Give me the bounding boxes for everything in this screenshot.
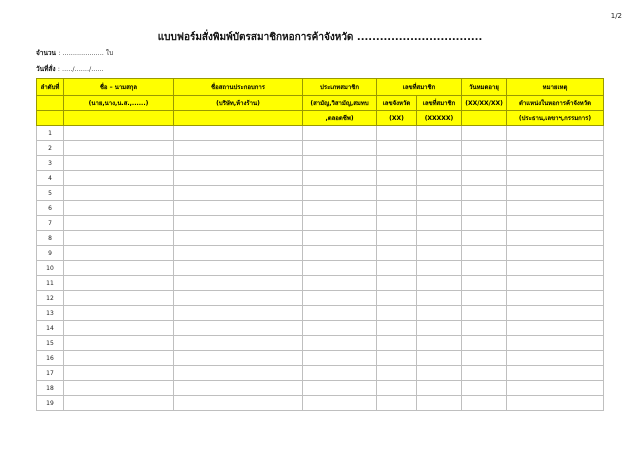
entry-cell[interactable] [462, 141, 507, 156]
entry-cell[interactable] [377, 306, 417, 321]
entry-cell[interactable] [417, 216, 462, 231]
entry-cell[interactable] [377, 246, 417, 261]
business-hint: (บริษัท,ห้างร้าน) [174, 96, 303, 111]
entry-cell[interactable] [462, 186, 507, 201]
entry-cell[interactable] [377, 171, 417, 186]
member-type-hint: (สามัญ,วิสามัญ,สมทบ [303, 96, 377, 111]
table-row [37, 261, 604, 276]
entry-cell[interactable] [64, 261, 174, 276]
entry-cell[interactable] [303, 231, 377, 246]
entry-cell[interactable] [174, 321, 303, 336]
entry-cell[interactable] [303, 336, 377, 351]
table-row [37, 321, 604, 336]
entry-cell[interactable] [417, 231, 462, 246]
entry-cell[interactable] [64, 396, 174, 411]
entry-cell[interactable] [377, 261, 417, 276]
entry-cell[interactable] [303, 216, 377, 231]
entry-cell[interactable] [64, 171, 174, 186]
entry-cell[interactable] [507, 216, 604, 231]
entry-cell[interactable] [64, 126, 174, 141]
entry-cell[interactable] [462, 306, 507, 321]
province-code-format: (XX) [377, 111, 417, 126]
entry-cell[interactable] [64, 336, 174, 351]
entry-cell[interactable] [377, 201, 417, 216]
entry-cell[interactable] [417, 291, 462, 306]
entry-cell[interactable] [174, 336, 303, 351]
entry-cell[interactable] [507, 186, 604, 201]
entry-cell[interactable] [377, 366, 417, 381]
header-row-3 [37, 111, 604, 126]
row-index: 3 [37, 156, 64, 171]
table-row [37, 171, 604, 186]
entry-cell[interactable] [462, 201, 507, 216]
entry-cell[interactable] [174, 261, 303, 276]
entry-cell[interactable] [507, 126, 604, 141]
row-index: 8 [37, 231, 64, 246]
row-index: 4 [37, 171, 64, 186]
entry-cell[interactable] [507, 141, 604, 156]
entry-cell[interactable] [507, 366, 604, 381]
entry-cell[interactable] [64, 321, 174, 336]
row-index: 19 [37, 396, 64, 411]
entry-cell[interactable] [507, 291, 604, 306]
entry-cell[interactable] [377, 381, 417, 396]
entry-cell[interactable] [303, 186, 377, 201]
table-row [37, 306, 604, 321]
entry-cell[interactable] [417, 171, 462, 186]
entry-cell[interactable] [303, 276, 377, 291]
entry-cell[interactable] [174, 171, 303, 186]
entry-cell[interactable] [174, 231, 303, 246]
row-index: 9 [37, 246, 64, 261]
entry-cell[interactable] [462, 231, 507, 246]
entry-cell[interactable] [64, 156, 174, 171]
entry-cell[interactable] [174, 141, 303, 156]
entry-cell[interactable] [507, 246, 604, 261]
province-code-header: เลขจังหวัด [377, 96, 417, 111]
member-type-hint-2: ,ตลอดชีพ) [303, 111, 377, 126]
entry-cell[interactable] [462, 381, 507, 396]
entry-cell[interactable] [64, 366, 174, 381]
entry-cell[interactable] [64, 351, 174, 366]
entry-cell[interactable] [174, 201, 303, 216]
col-header-index: ลำดับที่ [37, 79, 64, 96]
entry-cell[interactable] [507, 156, 604, 171]
entry-cell[interactable] [174, 396, 303, 411]
entry-cell[interactable] [417, 306, 462, 321]
entry-cell[interactable] [507, 276, 604, 291]
entry-cell[interactable] [507, 231, 604, 246]
table-row [37, 396, 604, 411]
entry-cell[interactable] [417, 321, 462, 336]
entry-cell[interactable] [377, 291, 417, 306]
entry-cell[interactable] [377, 156, 417, 171]
entry-cell[interactable] [462, 156, 507, 171]
entry-cell[interactable] [64, 141, 174, 156]
row-index: 18 [37, 381, 64, 396]
entry-cell[interactable] [174, 366, 303, 381]
entry-cell[interactable] [377, 321, 417, 336]
entry-cell[interactable] [303, 171, 377, 186]
table-row [37, 351, 604, 366]
entry-cell[interactable] [507, 201, 604, 216]
name-hint: (นาย,นาง,น.ส.,......) [64, 96, 174, 111]
entry-cell[interactable] [507, 396, 604, 411]
entry-cell[interactable] [377, 351, 417, 366]
entry-cell[interactable] [417, 246, 462, 261]
entry-cell[interactable] [507, 171, 604, 186]
entry-cell[interactable] [417, 186, 462, 201]
entry-cell[interactable] [462, 216, 507, 231]
table-row [37, 246, 604, 261]
quantity-field [36, 48, 113, 58]
order-date-field [36, 64, 104, 74]
expiry-format-hint: (XX/XX/XX) [462, 96, 507, 111]
row-index: 14 [37, 321, 64, 336]
row-index: 6 [37, 201, 64, 216]
entry-cell[interactable] [462, 336, 507, 351]
row-index: 15 [37, 336, 64, 351]
table-row [37, 231, 604, 246]
entry-cell[interactable] [462, 276, 507, 291]
entry-cell[interactable] [417, 201, 462, 216]
row-index: 17 [37, 366, 64, 381]
entry-cell[interactable] [507, 306, 604, 321]
entry-cell[interactable] [64, 306, 174, 321]
order-date-label: วันที่สั่ง [36, 65, 56, 73]
header-row-2 [37, 96, 604, 111]
entry-cell[interactable] [64, 216, 174, 231]
entry-cell[interactable] [462, 396, 507, 411]
entry-cell[interactable] [303, 156, 377, 171]
entry-cell[interactable] [303, 126, 377, 141]
row-index: 1 [37, 126, 64, 141]
entry-cell[interactable] [303, 201, 377, 216]
header-cell [64, 111, 174, 126]
row-index: 16 [37, 351, 64, 366]
col-header-expiry: วันหมดอายุ [462, 79, 507, 96]
table-row [37, 336, 604, 351]
entry-cell[interactable] [377, 396, 417, 411]
form-title: แบบฟอร์มสั่งพิมพ์บัตรสมาชิกหอการค้าจังหวัด ................................. [157, 32, 483, 43]
header-cell [462, 111, 507, 126]
page-number: 1/2 [610, 12, 622, 20]
header-row-1 [37, 79, 604, 96]
row-index: 5 [37, 186, 64, 201]
entry-cell[interactable] [417, 351, 462, 366]
entry-cell[interactable] [462, 321, 507, 336]
position-hint: ตำแหน่งในหอการค้าจังหวัด [507, 96, 604, 111]
row-index: 12 [37, 291, 64, 306]
order-table [36, 78, 604, 411]
entry-cell[interactable] [64, 381, 174, 396]
entry-cell[interactable] [507, 261, 604, 276]
entry-cell[interactable] [462, 246, 507, 261]
entry-cell[interactable] [507, 381, 604, 396]
col-header-business: ชื่อสถานประกอบการ [174, 79, 303, 96]
table-row [37, 156, 604, 171]
entry-cell[interactable] [417, 336, 462, 351]
header-cell [37, 96, 64, 111]
entry-cell[interactable] [417, 156, 462, 171]
entry-cell[interactable] [377, 186, 417, 201]
col-header-member-type: ประเภทสมาชิก [303, 79, 377, 96]
order-date-value: : ...../......./...... [57, 65, 104, 73]
entry-cell[interactable] [417, 396, 462, 411]
table-row [37, 141, 604, 156]
table-row [37, 366, 604, 381]
entry-cell[interactable] [303, 246, 377, 261]
entry-cell[interactable] [377, 126, 417, 141]
entry-cell[interactable] [377, 231, 417, 246]
entry-cell[interactable] [64, 276, 174, 291]
entry-cell[interactable] [303, 396, 377, 411]
entry-cell[interactable] [174, 351, 303, 366]
entry-cell[interactable] [507, 321, 604, 336]
entry-cell[interactable] [462, 366, 507, 381]
table-row [37, 126, 604, 141]
quantity-label: จำนวน [36, 49, 56, 57]
header-cell [174, 111, 303, 126]
position-hint-2: (ประธาน,เลขาฯ,กรรมการ) [507, 111, 604, 126]
table-row [37, 381, 604, 396]
entry-cell[interactable] [174, 306, 303, 321]
entry-cell[interactable] [64, 201, 174, 216]
entry-cell[interactable] [303, 366, 377, 381]
entry-cell[interactable] [64, 291, 174, 306]
entry-cell[interactable] [303, 141, 377, 156]
entry-cell[interactable] [174, 246, 303, 261]
member-no-header: เลขที่สมาชิก [417, 96, 462, 111]
col-header-remarks: หมายเหตุ [507, 79, 604, 96]
entry-cell[interactable] [507, 336, 604, 351]
entry-cell[interactable] [64, 186, 174, 201]
entry-cell[interactable] [64, 231, 174, 246]
row-index: 2 [37, 141, 64, 156]
table-row [37, 186, 604, 201]
entry-cell[interactable] [174, 126, 303, 141]
entry-cell[interactable] [377, 141, 417, 156]
table-row [37, 201, 604, 216]
entry-cell[interactable] [507, 351, 604, 366]
entry-cell[interactable] [303, 381, 377, 396]
row-index: 10 [37, 261, 64, 276]
entry-cell[interactable] [417, 276, 462, 291]
entry-cell[interactable] [462, 351, 507, 366]
entry-cell[interactable] [417, 261, 462, 276]
entry-cell[interactable] [417, 381, 462, 396]
table-row [37, 291, 604, 306]
entry-cell[interactable] [303, 291, 377, 306]
entry-cell[interactable] [174, 291, 303, 306]
entry-cell[interactable] [462, 171, 507, 186]
entry-cell[interactable] [303, 261, 377, 276]
table-body [37, 126, 604, 411]
table-row [37, 216, 604, 231]
row-index: 7 [37, 216, 64, 231]
entry-cell[interactable] [462, 291, 507, 306]
entry-cell[interactable] [377, 216, 417, 231]
entry-cell[interactable] [64, 246, 174, 261]
entry-cell[interactable] [174, 381, 303, 396]
row-index: 13 [37, 306, 64, 321]
entry-cell[interactable] [417, 366, 462, 381]
header-cell [37, 111, 64, 126]
entry-cell[interactable] [417, 126, 462, 141]
table-row [37, 276, 604, 291]
entry-cell[interactable] [303, 321, 377, 336]
entry-cell[interactable] [377, 276, 417, 291]
member-no-format: (XXXXX) [417, 111, 462, 126]
entry-cell[interactable] [174, 276, 303, 291]
entry-cell[interactable] [377, 336, 417, 351]
row-index: 11 [37, 276, 64, 291]
entry-cell[interactable] [462, 126, 507, 141]
entry-cell[interactable] [174, 216, 303, 231]
entry-cell[interactable] [303, 351, 377, 366]
quantity-value: : .................... ใบ [58, 49, 114, 57]
entry-cell[interactable] [174, 186, 303, 201]
col-header-member-number: เลขที่สมาชิก [377, 79, 462, 96]
entry-cell[interactable] [303, 306, 377, 321]
col-header-name: ชื่อ – นามสกุล [64, 79, 174, 96]
entry-cell[interactable] [417, 141, 462, 156]
entry-cell[interactable] [174, 156, 303, 171]
entry-cell[interactable] [462, 261, 507, 276]
